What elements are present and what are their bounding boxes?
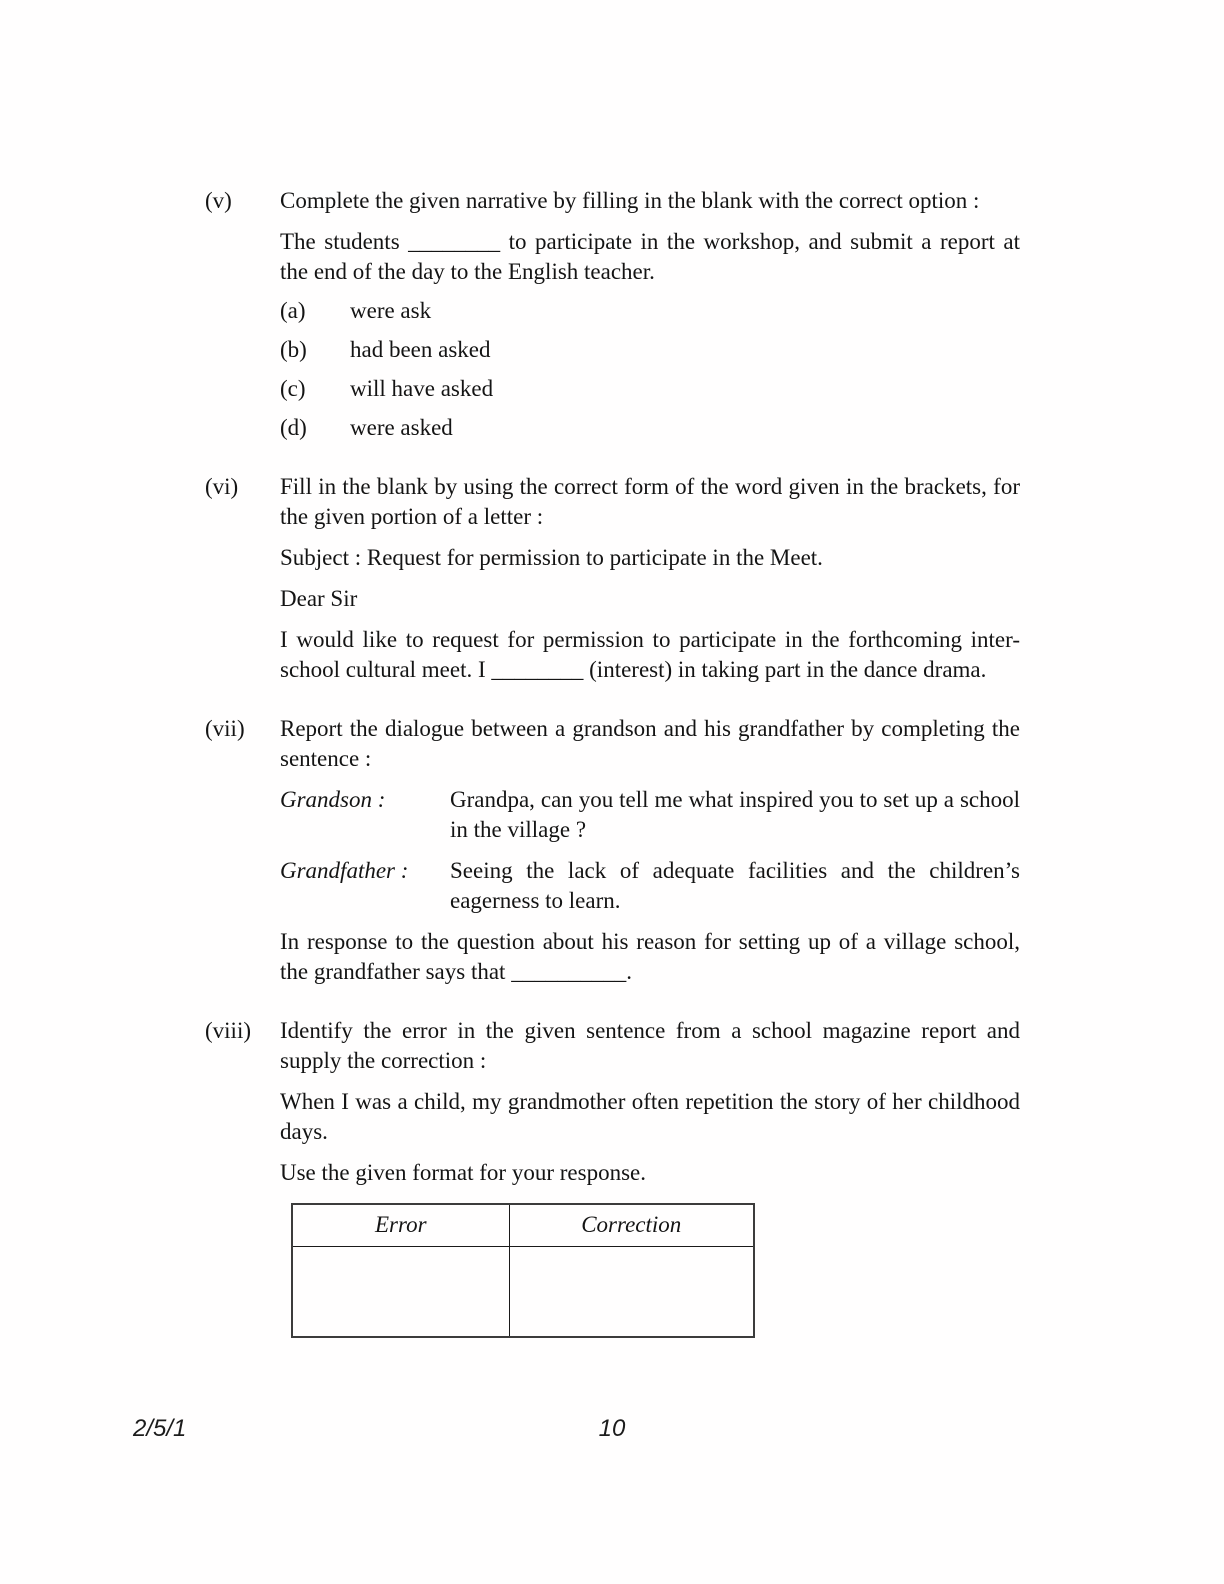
question-number: (v) bbox=[205, 188, 232, 213]
question-prompt: Identify the error in the given sentence from a school magazine report and supply the correction : bbox=[280, 1018, 1020, 1073]
option-label: (d) bbox=[280, 415, 307, 440]
table-cell-correction bbox=[509, 1246, 754, 1337]
error-correction-table bbox=[291, 1203, 755, 1338]
question-narrative: The students ________ to participate in the workshop, and submit a report at the end of the day to the English teacher. bbox=[280, 229, 1020, 284]
options-list bbox=[280, 296, 1020, 443]
option-label: (a) bbox=[280, 298, 306, 323]
question-prompt: Report the dialogue between a grandson and his grandfather by completing the sentence : bbox=[280, 716, 1020, 771]
letter-subject-line: Subject : Request for permission to participate in the Meet. bbox=[280, 545, 823, 570]
letter-salutation: Dear Sir bbox=[280, 586, 358, 611]
question-v bbox=[205, 186, 1020, 443]
dialogue-speaker: Grandson : bbox=[280, 787, 386, 812]
paper-code: 2/5/1 bbox=[133, 1415, 187, 1442]
table-cell-error bbox=[292, 1246, 509, 1337]
table-header-row bbox=[292, 1204, 754, 1246]
question-vii bbox=[205, 714, 1020, 987]
dialogue-text: Seeing the lack of adequate facilities and the children’s eagerness to learn. bbox=[450, 858, 1020, 913]
letter-body: I would like to request for permission to participate in the forthcoming inter-school cultural meet. I ________ (interest) in taking part in the dance drama. bbox=[280, 627, 1020, 682]
question-viii bbox=[205, 1016, 1020, 1338]
option-text: will have asked bbox=[350, 376, 494, 401]
option-label: (b) bbox=[280, 337, 307, 362]
table-header-error: Error bbox=[292, 1204, 509, 1246]
question-number: (vii) bbox=[205, 716, 245, 741]
dialogue-text: Grandpa, can you tell me what inspired you to set up a school in the village ? bbox=[450, 787, 1020, 842]
question-vi bbox=[205, 472, 1020, 685]
option-text: were ask bbox=[350, 298, 432, 323]
question-closing: In response to the question about his reason for setting up of a village school, the grandfather says that __________. bbox=[280, 929, 1020, 984]
question-sentence: When I was a child, my grandmother often repetition the story of her childhood days. bbox=[280, 1089, 1020, 1144]
dialogue-line-grandfather bbox=[280, 856, 1020, 916]
option-label: (c) bbox=[280, 376, 306, 401]
option-b bbox=[280, 335, 1020, 365]
dialogue-speaker: Grandfather : bbox=[280, 858, 409, 883]
option-a bbox=[280, 296, 1020, 326]
page-number: 10 bbox=[598, 1415, 626, 1442]
page-content bbox=[205, 186, 1020, 1338]
question-instruction: Use the given format for your response. bbox=[280, 1160, 646, 1185]
question-number: (vi) bbox=[205, 474, 239, 499]
option-d bbox=[280, 413, 1020, 443]
option-text: had been asked bbox=[350, 337, 491, 362]
table-answer-row bbox=[292, 1246, 754, 1337]
question-number: (viii) bbox=[205, 1018, 251, 1043]
option-text: were asked bbox=[350, 415, 453, 440]
option-c bbox=[280, 374, 1020, 404]
question-prompt: Fill in the blank by using the correct form of the word given in the brackets, for the given portion of a letter : bbox=[280, 474, 1020, 529]
table-header-correction: Correction bbox=[509, 1204, 754, 1246]
question-prompt: Complete the given narrative by filling in the blank with the correct option : bbox=[280, 188, 980, 213]
dialogue-line-grandson bbox=[280, 785, 1020, 845]
